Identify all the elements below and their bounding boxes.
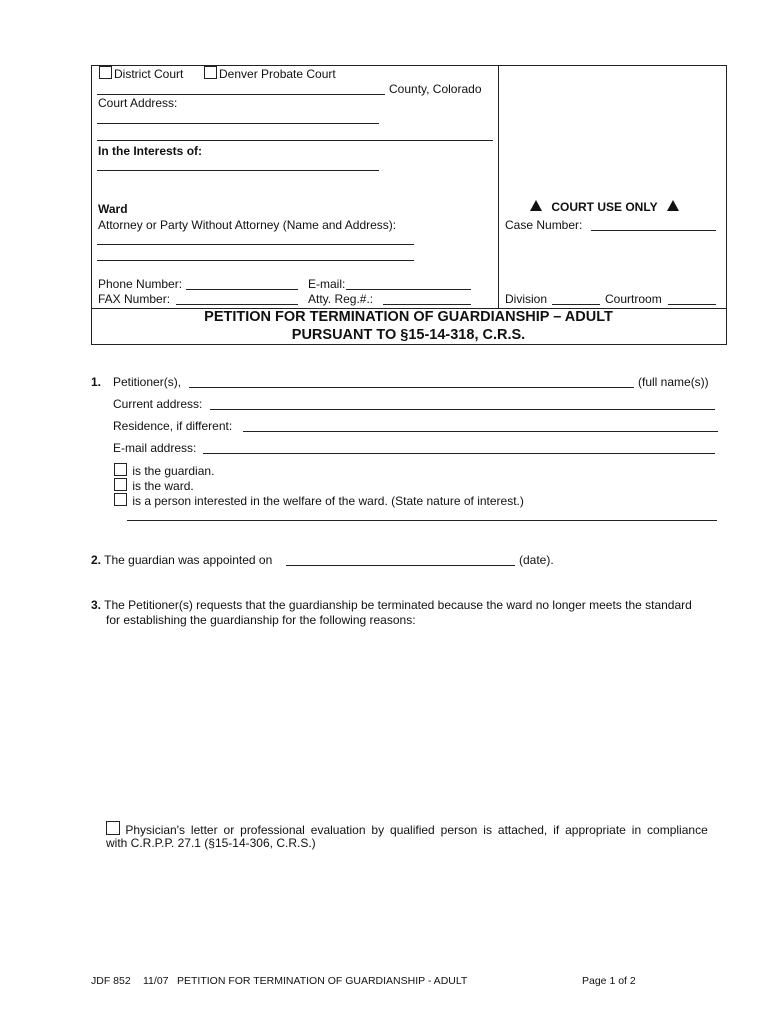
court-address-label: Court Address: (98, 96, 178, 110)
ward-name-field[interactable] (97, 170, 379, 171)
petitioners-label: Petitioner(s), (113, 375, 182, 389)
page-subtitle: PURSUANT TO §15-14-318, C.R.S. (291, 327, 526, 343)
footer-page-number: Page 1 of 2 (582, 975, 636, 987)
residence-field[interactable] (243, 431, 718, 432)
physician-letter-checkbox[interactable] (106, 821, 120, 835)
section-3-number: 3. (91, 598, 102, 612)
email-label: E-mail: (308, 277, 346, 291)
residence-label: Residence, if different: (113, 419, 233, 433)
section-3-text-2: for establishing the guardianship for the following reasons: (106, 613, 416, 627)
division-label: Division (505, 292, 548, 306)
footer-form-title: PETITION FOR TERMINATION OF GUARDIANSHIP - ADULT (177, 975, 468, 987)
email-address-label: E-mail address: (113, 441, 197, 455)
footer-form-id: JDF 852 (91, 975, 131, 987)
denver-probate-checkbox[interactable] (204, 66, 217, 79)
denver-probate-label: Denver Probate Court (219, 67, 336, 81)
court-use-only (530, 200, 679, 214)
guardian-option-label: is the guardian. (132, 464, 215, 478)
physician-letter-text-1: Physician's letter or professional evaluation by qualified person is attached, if appropriate in compliance (125, 823, 708, 837)
option-guardian[interactable] (114, 463, 214, 478)
guardian-checkbox[interactable] (114, 463, 127, 476)
physician-letter-option[interactable] (106, 821, 708, 837)
phone-number-label: Phone Number: (98, 277, 183, 291)
nature-of-interest-field[interactable] (127, 520, 717, 521)
district-court-checkbox[interactable] (99, 66, 112, 79)
court-address-field[interactable] (97, 123, 379, 124)
courtroom-field[interactable] (668, 304, 716, 305)
courtroom-label: Courtroom (605, 292, 662, 306)
appointed-on-label: The guardian was appointed on (104, 553, 273, 567)
up-triangle-icon (530, 200, 542, 211)
appointed-date-field[interactable] (286, 565, 515, 566)
case-number-field[interactable] (591, 230, 716, 231)
email-address-field[interactable] (203, 453, 715, 454)
date-label: (date). (519, 553, 554, 567)
full-names-label: (full name(s)) (638, 375, 709, 389)
case-number-label: Case Number: (505, 218, 583, 232)
ward-checkbox[interactable] (114, 478, 127, 491)
attorney-field-2[interactable] (97, 260, 414, 261)
atty-reg-field[interactable] (383, 304, 471, 305)
atty-reg-label: Atty. Reg.#.: (308, 292, 374, 306)
county-colorado-label: County, Colorado (389, 82, 482, 96)
current-address-field[interactable] (210, 409, 715, 410)
court-use-only-label: COURT USE ONLY (551, 200, 658, 214)
ward-option-label: is the ward. (132, 479, 194, 493)
section-2 (91, 553, 272, 567)
caption-divider-rule (97, 140, 493, 141)
phone-number-field[interactable] (186, 289, 298, 290)
option-interested[interactable] (114, 493, 524, 508)
fax-number-label: FAX Number: (98, 292, 171, 306)
physician-letter-text-2: with C.R.P.P. 27.1 (§15-14-306, C.R.S.) (106, 836, 316, 850)
up-triangle-icon (667, 200, 679, 211)
district-court-label: District Court (114, 67, 184, 81)
interested-person-checkbox[interactable] (114, 493, 127, 506)
section-3-line-1 (91, 598, 692, 612)
petitioners-field[interactable] (189, 387, 634, 388)
district-court-option[interactable] (99, 66, 183, 81)
interested-option-label: is a person interested in the welfare of the ward. (State nature of interest.) (132, 494, 524, 508)
footer-date: 11/07 (143, 975, 169, 987)
page-title: PETITION FOR TERMINATION OF GUARDIANSHIP – ADULT (204, 309, 613, 325)
fax-number-field[interactable] (176, 304, 298, 305)
section-1-number: 1. (91, 375, 102, 389)
county-field[interactable] (97, 94, 385, 95)
attorney-field-1[interactable] (97, 244, 414, 245)
current-address-label: Current address: (113, 397, 203, 411)
section-3-text-1: The Petitioner(s) requests that the guardianship be terminated because the ward no longer meets the standard (104, 598, 692, 612)
caption-divider (498, 65, 499, 308)
division-field[interactable] (552, 304, 600, 305)
denver-probate-option[interactable] (204, 66, 336, 81)
section-2-number: 2. (91, 553, 102, 567)
attorney-label: Attorney or Party Without Attorney (Name and Address): (98, 218, 397, 232)
in-interests-of-label: In the Interests of: (98, 144, 203, 158)
email-field[interactable] (346, 289, 471, 290)
option-ward[interactable] (114, 478, 194, 493)
ward-label: Ward (98, 202, 128, 216)
